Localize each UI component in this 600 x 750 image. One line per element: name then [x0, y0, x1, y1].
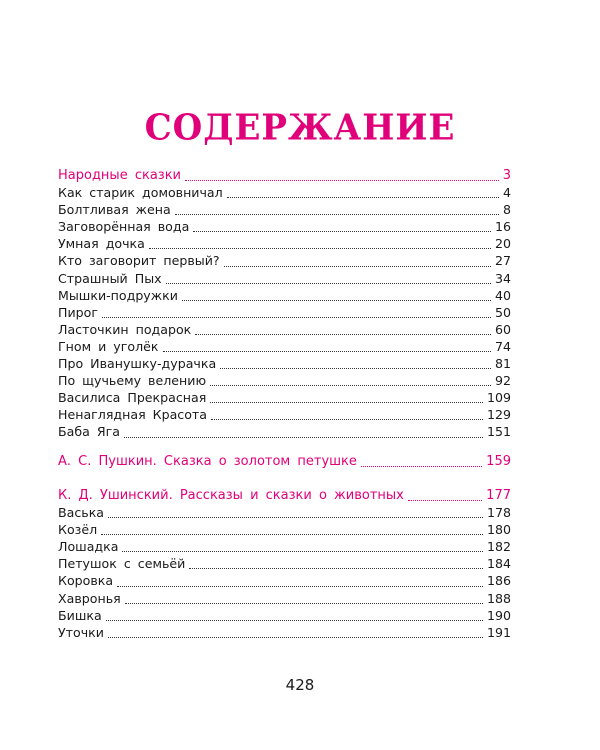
- toc-entry-page: 8: [502, 202, 511, 218]
- toc-group-folk-tales: [58, 167, 511, 441]
- toc-entry-page: 74: [494, 338, 511, 354]
- toc-entry-title: Кто заговорит первый?: [58, 253, 220, 269]
- toc-entry-title: Мышки-подружки: [58, 287, 178, 303]
- toc-group-pushkin: [58, 453, 511, 470]
- toc-entry-page: 3: [502, 168, 511, 183]
- toc-entry-title: Народные сказки: [58, 168, 182, 183]
- dot-leader: [361, 451, 482, 467]
- toc-entry-title: Как старик домовничал: [58, 185, 223, 201]
- dot-leader: [117, 571, 483, 587]
- toc-entry-title: Лошадка: [58, 539, 119, 555]
- dot-leader: [210, 387, 483, 403]
- dot-leader: [125, 588, 483, 604]
- toc-entry-page: 109: [486, 390, 511, 406]
- toc-entry-page: 178: [486, 505, 511, 521]
- toc-entry-page: 177: [486, 488, 511, 503]
- dot-leader: [149, 233, 491, 249]
- dot-leader: [227, 182, 499, 198]
- toc-entry-title: Пирог: [58, 304, 98, 320]
- dot-leader: [182, 285, 491, 301]
- toc-entry-page: 186: [486, 573, 511, 589]
- toc-entry-page: 188: [486, 590, 511, 606]
- toc-entry-page: 20: [494, 236, 511, 252]
- toc-entry[interactable]: [58, 624, 511, 641]
- toc-entry-title: Ласточкин подарок: [58, 321, 192, 337]
- toc-entry-title: Про Иванушку-дурачка: [58, 356, 217, 372]
- toc-entry-page: 129: [486, 407, 511, 423]
- dot-leader: [211, 404, 483, 420]
- dot-leader: [175, 199, 499, 215]
- toc-entry-title: Хавронья: [58, 590, 121, 606]
- toc-entry-page: 92: [494, 373, 511, 389]
- toc-entry-title: Петушок с семьёй: [58, 556, 186, 572]
- dot-leader: [189, 553, 483, 569]
- dot-leader: [108, 622, 483, 638]
- toc-entry-page: 34: [494, 270, 511, 286]
- toc-entry[interactable]: [58, 423, 511, 440]
- toc-entry-title: Страшный Пых: [58, 270, 162, 286]
- toc-entry-page: 60: [494, 321, 511, 337]
- dot-leader: [185, 165, 499, 181]
- dot-leader: [101, 519, 483, 535]
- toc-entry-page: 4: [502, 185, 511, 201]
- toc-entry-title: Умная дочка: [58, 236, 145, 252]
- toc-entry-title: Заговорённая вода: [58, 219, 190, 235]
- toc-entry-page: 182: [486, 539, 511, 555]
- toc-entry-title: Козёл: [58, 522, 98, 538]
- toc-entry-page: 190: [486, 607, 511, 623]
- toc-entry-title: Болтливая жена: [58, 202, 171, 218]
- dot-leader: [124, 422, 483, 438]
- toc-entry-page: 191: [486, 624, 511, 640]
- toc-entry-title: По щучьему велению: [58, 373, 207, 389]
- toc-entry-title: А. С. Пушкин. Сказка о золотом петушке: [58, 454, 357, 469]
- dot-leader: [106, 605, 483, 621]
- toc-entry-title: Василиса Прекрасная: [58, 390, 207, 406]
- toc-entry-title: Коровка: [58, 573, 114, 589]
- dot-leader: [166, 268, 491, 284]
- toc-entry-title: Бишка: [58, 607, 102, 623]
- dot-leader: [195, 319, 491, 335]
- dot-leader: [408, 485, 482, 501]
- dot-leader: [224, 251, 491, 267]
- toc-entry-title: Баба Яга: [58, 424, 120, 440]
- toc-entry-title: К. Д. Ушинский. Рассказы и сказки о животных: [58, 488, 404, 503]
- toc-entry-page: 81: [494, 356, 511, 372]
- dot-leader: [163, 336, 491, 352]
- toc-entry-title: Васька: [58, 505, 105, 521]
- toc-entry-title: Ненаглядная Красота: [58, 407, 207, 423]
- toc-entry-page: 159: [486, 454, 511, 469]
- toc-group-ushinsky: [58, 487, 511, 641]
- toc-section-header[interactable]: [58, 453, 511, 470]
- toc-entry-page: 184: [486, 556, 511, 572]
- toc-entry-page: 40: [494, 287, 511, 303]
- toc-entry-page: 50: [494, 304, 511, 320]
- toc-entry-page: 27: [494, 253, 511, 269]
- dot-leader: [210, 370, 491, 386]
- page-title: СОДЕРЖАНИЕ: [144, 107, 456, 149]
- toc-entry-page: 180: [486, 522, 511, 538]
- dot-leader: [102, 302, 491, 318]
- toc-entry-page: 151: [486, 424, 511, 440]
- toc-entry-title: Уточки: [58, 624, 104, 640]
- dot-leader: [220, 353, 491, 369]
- dot-leader: [122, 536, 483, 552]
- toc-entry-page: 16: [494, 219, 511, 235]
- toc-entry-title: Гном и уголёк: [58, 338, 159, 354]
- dot-leader: [108, 502, 483, 518]
- page-number: 428: [285, 676, 315, 694]
- dot-leader: [193, 216, 491, 232]
